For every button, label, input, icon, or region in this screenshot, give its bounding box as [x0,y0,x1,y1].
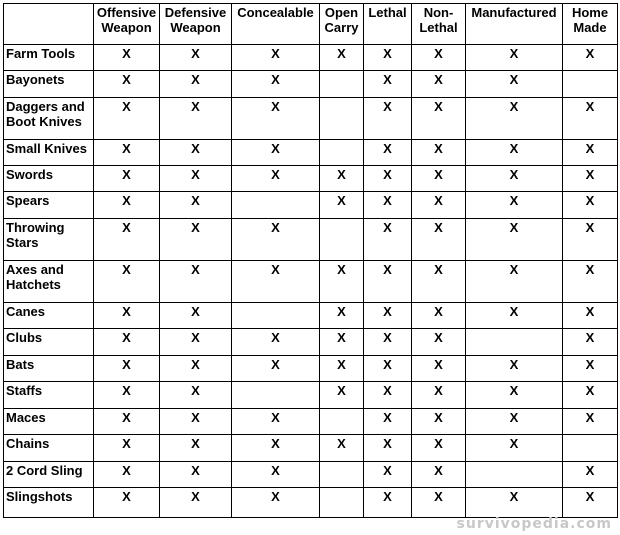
table-cell: X [94,219,160,261]
table-cell: X [412,219,466,261]
row-label: Bats [4,356,94,382]
table-cell: X [320,192,364,219]
table-cell: X [94,98,160,140]
table-cell: X [232,140,320,166]
table-cell: X [160,166,232,192]
table-cell: X [160,382,232,409]
table-cell: X [412,382,466,409]
table-cell: X [320,166,364,192]
table-cell: X [160,356,232,382]
table-cell: X [94,192,160,219]
table-cell: X [563,356,618,382]
table-cell: X [160,219,232,261]
table-cell: X [94,409,160,435]
table-cell: X [466,71,563,98]
row-label: Swords [4,166,94,192]
header-non-lethal: Non-Lethal [412,4,466,45]
table-cell: X [160,98,232,140]
table-cell: X [320,382,364,409]
table-cell [563,435,618,462]
table-cell: X [563,382,618,409]
table-cell: X [364,166,412,192]
table-cell: X [232,462,320,488]
table-cell: X [160,303,232,329]
row-label: 2 Cord Sling [4,462,94,488]
table-cell: X [466,219,563,261]
header-open-carry: Open Carry [320,4,364,45]
table-cell: X [364,261,412,303]
row-label: Slingshots [4,488,94,518]
table-cell: X [364,409,412,435]
header-manufactured: Manufactured [466,4,563,45]
table-row [4,45,618,71]
row-label: Small Knives [4,140,94,166]
table-cell: X [364,435,412,462]
table-cell: X [94,356,160,382]
header-offensive-weapon: Offensive Weapon [94,4,160,45]
table-cell: X [94,140,160,166]
table-cell: X [412,329,466,356]
table-cell: X [94,435,160,462]
table-cell: X [94,462,160,488]
header-concealable: Concealable [232,4,320,45]
row-label: Spears [4,192,94,219]
table-cell: X [94,261,160,303]
table-row [4,329,618,356]
header-corner [4,4,94,45]
table-cell: X [412,435,466,462]
table-cell: X [364,71,412,98]
table-cell: X [412,261,466,303]
header-defensive-weapon: Defensive Weapon [160,4,232,45]
table-cell: X [563,329,618,356]
table-cell: X [364,219,412,261]
table-cell [320,71,364,98]
row-label: Canes [4,303,94,329]
table-cell: X [94,329,160,356]
table-cell: X [412,98,466,140]
table-cell: X [412,140,466,166]
table-cell: X [412,488,466,518]
table-cell: X [563,45,618,71]
table-cell: X [160,45,232,71]
table-cell: X [160,435,232,462]
table-cell: X [94,382,160,409]
table-cell: X [563,98,618,140]
table-cell: X [563,261,618,303]
table-cell: X [466,303,563,329]
watermark: survivopedia.com [456,516,612,532]
table-cell: X [160,329,232,356]
table-cell: X [320,261,364,303]
table-cell: X [412,166,466,192]
table-row [4,462,618,488]
table-cell: X [320,435,364,462]
table-cell: X [94,45,160,71]
table-cell: X [466,192,563,219]
table-cell: X [364,329,412,356]
table-cell: X [466,382,563,409]
table-cell: X [466,166,563,192]
table-cell: X [364,98,412,140]
row-label: Staffs [4,382,94,409]
table-cell: X [563,409,618,435]
table-row [4,166,618,192]
table-cell: X [232,219,320,261]
row-label: Clubs [4,329,94,356]
table-cell [320,409,364,435]
table-cell: X [466,98,563,140]
table-cell: X [320,329,364,356]
table-cell: X [364,462,412,488]
table-cell: X [364,192,412,219]
table-row [4,98,618,140]
weapons-comparison-table [3,3,618,518]
table-cell: X [466,261,563,303]
table-cell [232,303,320,329]
table-cell: X [364,303,412,329]
table-cell: X [160,71,232,98]
table-cell: X [466,45,563,71]
table-cell: X [563,488,618,518]
table-cell [232,382,320,409]
table-cell: X [232,329,320,356]
row-label: Daggers and Boot Knives [4,98,94,140]
row-label: Axes and Hatchets [4,261,94,303]
table-cell: X [412,303,466,329]
table-cell: X [160,192,232,219]
table-cell: X [563,192,618,219]
table-cell: X [94,166,160,192]
table-row [4,192,618,219]
table-cell [563,71,618,98]
table-cell: X [160,462,232,488]
table-row [4,219,618,261]
table-row [4,303,618,329]
table-cell: X [160,261,232,303]
row-label: Bayonets [4,71,94,98]
table-cell [232,192,320,219]
table-cell [320,462,364,488]
table-cell [466,462,563,488]
table-row [4,382,618,409]
table-row [4,356,618,382]
table-cell: X [232,261,320,303]
table-cell: X [320,45,364,71]
table-cell: X [320,356,364,382]
table-cell: X [232,409,320,435]
table-row [4,261,618,303]
table-cell: X [412,409,466,435]
table-cell: X [232,435,320,462]
table-cell: X [412,192,466,219]
table-cell: X [466,356,563,382]
table-cell: X [466,140,563,166]
table-body [4,45,618,518]
table-row [4,488,618,518]
table-cell: X [364,45,412,71]
table-cell: X [232,45,320,71]
table-cell: X [364,356,412,382]
table-cell: X [412,462,466,488]
row-label: Chains [4,435,94,462]
table-cell: X [364,140,412,166]
row-label: Farm Tools [4,45,94,71]
table-cell: X [232,98,320,140]
table-cell: X [160,409,232,435]
table-cell: X [563,303,618,329]
header-home-made: Home Made [563,4,618,45]
table-cell: X [563,462,618,488]
table-cell: X [364,382,412,409]
table-cell [320,98,364,140]
table-cell: X [412,356,466,382]
table-row [4,409,618,435]
table-cell: X [563,219,618,261]
table-cell: X [466,409,563,435]
table-cell [466,329,563,356]
table-cell: X [232,356,320,382]
table-cell: X [412,45,466,71]
header-lethal: Lethal [364,4,412,45]
table-cell: X [94,488,160,518]
table-cell: X [466,488,563,518]
table-cell [320,219,364,261]
table-cell: X [232,71,320,98]
table-cell: X [94,71,160,98]
table-cell [320,140,364,166]
table-cell: X [232,166,320,192]
table-cell: X [160,488,232,518]
table-row [4,435,618,462]
header-row [4,4,618,45]
table-cell: X [364,488,412,518]
table-cell: X [412,71,466,98]
table-cell: X [563,140,618,166]
table-row [4,71,618,98]
table-cell: X [466,435,563,462]
row-label: Throwing Stars [4,219,94,261]
table-cell: X [160,140,232,166]
table-cell: X [320,303,364,329]
table-cell: X [94,303,160,329]
table-cell [320,488,364,518]
table-cell: X [232,488,320,518]
table-cell: X [563,166,618,192]
table-row [4,140,618,166]
row-label: Maces [4,409,94,435]
